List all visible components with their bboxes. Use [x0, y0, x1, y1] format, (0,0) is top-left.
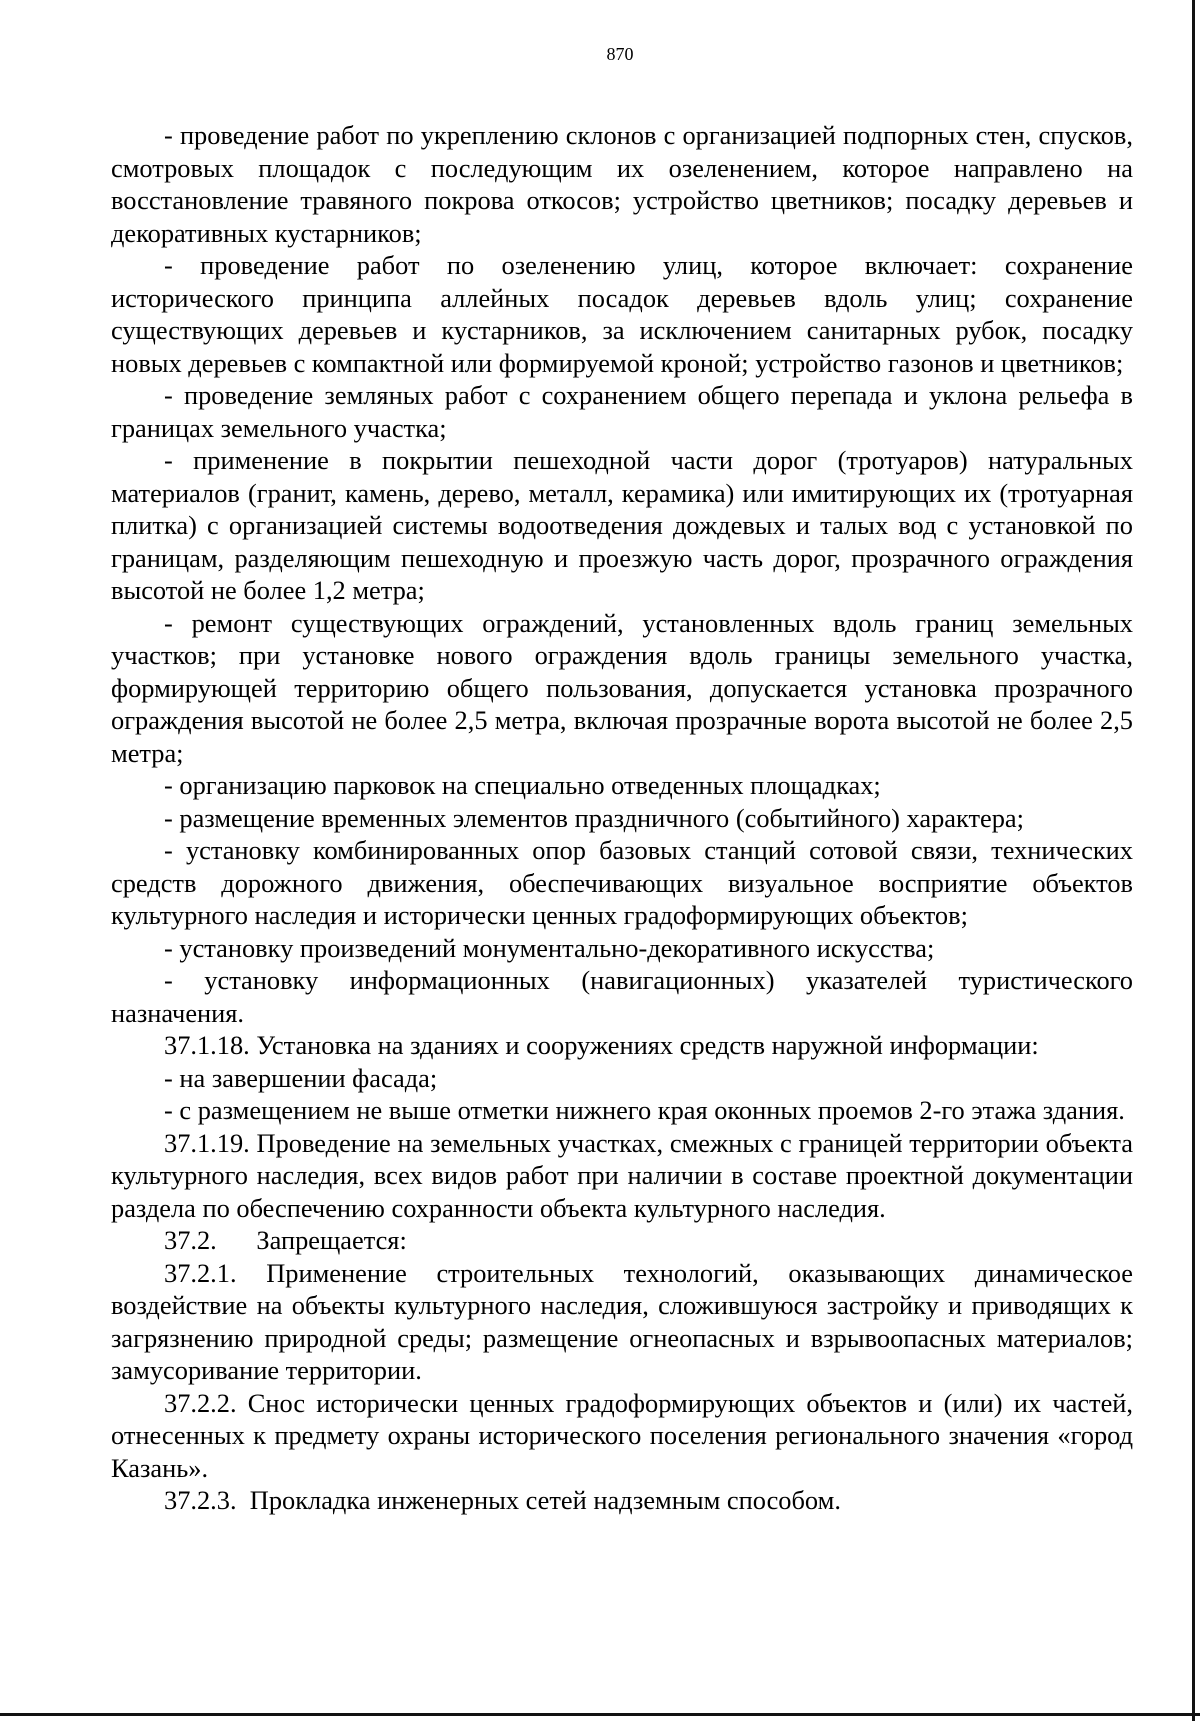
page-edge-right	[1192, 0, 1195, 1721]
paragraph: - проведение земляных работ с сохранением общего перепада и уклона рельефа в границах земельного участка;	[111, 380, 1133, 443]
section-37-2-2: 37.2.2. Снос исторически ценных градоформирующих объектов и (или) их частей, отнесенных к предмету охраны исторического поселения регионального значения «город Казань».	[111, 1387, 1133, 1483]
document-body	[111, 119, 1133, 1517]
paragraph: - проведение работ по озеленению улиц, которое включает: сохранение исторического принципа аллейных посадок деревьев вдоль улиц; сохранение существующих деревьев и кустарников, за исключением санитарных рубок, посадку новых деревьев с компактной или формируемой кроной; устройство газонов и цветников;	[111, 250, 1133, 378]
page-edge-bottom	[0, 1713, 1200, 1716]
paragraph: - проведение работ по укреплению склонов с организацией подпорных стен, спусков, смотровых площадок с последующим их озеленением, которое направлено на восстановление травяного покрова откосов; устройство цветников; посадку деревьев и декоративных кустарников;	[111, 120, 1133, 248]
page-number: 870	[606, 44, 634, 64]
paragraph: - организацию парковок на специально отведенных площадках;	[164, 770, 881, 800]
paragraph: - ремонт существующих ограждений, установленных вдоль границ земельных участков; при установке нового ограждения вдоль границы земельного участка, формирующей территорию общего пользования, допускается установка прозрачного ограждения высотой не более 2,5 метра, включая прозрачные ворота высотой не более 2,5 метра;	[111, 607, 1133, 768]
paragraph: - на завершении фасада;	[164, 1062, 438, 1093]
section-37-2-3: 37.2.3. Прокладка инженерных сетей надземным способом.	[164, 1485, 841, 1515]
section-37-1-19: 37.1.19. Проведение на земельных участках, смежных с границей территории объекта культурного наследия, всех видов работ при наличии в составе проектной документации раздела по обеспечению сохранности объекта культурного наследия.	[111, 1127, 1133, 1223]
paragraph: - с размещением не выше отметки нижнего края оконных проемов 2-го этажа здания.	[164, 1095, 1125, 1125]
paragraph: - размещение временных элементов праздничного (событийного) характера;	[164, 802, 1024, 833]
section-heading-37-1-18: 37.1.18. Установка на зданиях и сооружениях средств наружной информации:	[164, 1030, 1039, 1060]
paragraph: - применение в покрытии пешеходной части дорог (тротуаров) натуральных материалов (гранит, камень, дерево, металл, керамика) или имитирующих их (тротуарная плитка) с организацией системы водоотведения дождевых и талых вод с установкой по границам, разделяющим пешеходную и проезжую часть дорог, прозрачного ограждения высотой не более 1,2 метра;	[111, 445, 1133, 605]
paragraph: - установку произведений монументально-декоративного искусства;	[164, 932, 935, 963]
paragraph: - установку комбинированных опор базовых станций сотовой связи, технических средств дорожного движения, обеспечивающих визуальное восприятие объектов культурного наследия и исторически ценных градоформирующих объектов;	[111, 835, 1133, 930]
paragraph: - установку информационных (навигационных) указателей туристического назначения.	[111, 965, 1133, 1028]
section-37-2: 37.2. Запрещается:	[164, 1225, 407, 1255]
section-37-2-1: 37.2.1. Применение строительных технологий, оказывающих динамическое воздействие на объекты культурного наследия, сложившуюся застройку и приводящих к загрязнению природной среды; размещение огнеопасных и взрывоопасных материалов; замусоривание территории.	[111, 1257, 1133, 1385]
